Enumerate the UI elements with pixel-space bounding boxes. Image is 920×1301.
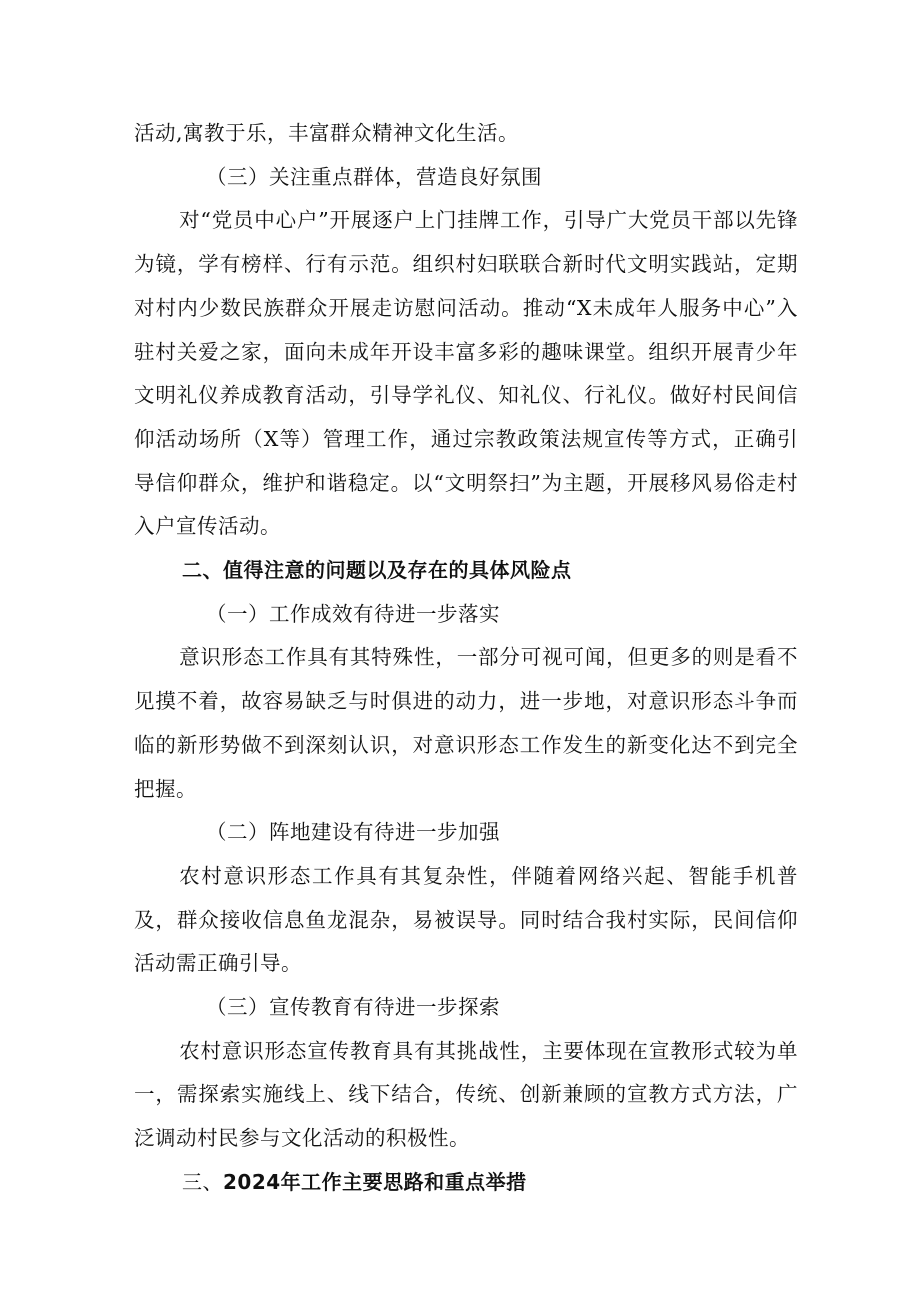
section-2-1-body: 意识形态工作具有其特殊性，一部分可视可闻，但更多的则是看不见摸不着，故容易缺乏与时俱进的动力，进一步地，对意识形态斗争而临的新形势做不到深刻认识，对意识形态工作发生的新变化达不到完全把握。: [134, 645, 798, 801]
paragraph-continuation: 活动,寓教于乐，丰富群众精神文化生活。: [134, 121, 520, 145]
heading-3: [134, 1161, 798, 1205]
section-2-1-title: （一）工作成效有待进一步落实: [206, 601, 500, 626]
section-1-3-title: （三）关注重点群体，营造良好氛围: [206, 164, 542, 189]
document-body: [134, 112, 798, 1205]
section-2-3-body: 农村意识形态宣传教育具有其挑战性，主要体现在宣教形式较为单一，需探索实施线上、线下结合，传统、创新兼顾的宣教方式方法，广泛调动村民参与文化活动的积极性。: [134, 1038, 798, 1151]
heading-3-prefix: 三、: [182, 1169, 223, 1194]
section-2-3-title: （三）宣传教育有待进一步探索: [206, 995, 500, 1020]
heading-2: 二、值得注意的问题以及存在的具体风险点: [182, 558, 572, 583]
section-1-3-body: 对“党员中心户”开展逐户上门挂牌工作，引导广大党员干部以先锋为镜，学有榜样、行有示范。组织村妇联联合新时代文明实践站，定期对村内少数民族群众开展走访慰问活动。推动“X未成年人服务中心”入驻村关爱之家，面向未成年开设丰富多彩的趣味课堂。组织开展青少年文明礼仪养成教育活动，引导学礼仪、知礼仪、行礼仪。做好村民间信仰活动场所（X等）管理工作，通过宗教政策法规宣传等方式，正确引导信仰群众，维护和谐稳定。以“文明祭扫”为主题，开展移风易俗走村入户宣传活动。: [134, 208, 798, 539]
heading-3-text: 2024年工作主要思路和重点举措: [223, 1169, 527, 1194]
section-2-2-body: 农村意识形态工作具有其复杂性，伴随着网络兴起、智能手机普及，群众接收信息鱼龙混杂，易被误导。同时结合我村实际，民间信仰活动需正确引导。: [134, 863, 798, 976]
section-2-2-title: （二）阵地建设有待进一步加强: [206, 820, 500, 845]
